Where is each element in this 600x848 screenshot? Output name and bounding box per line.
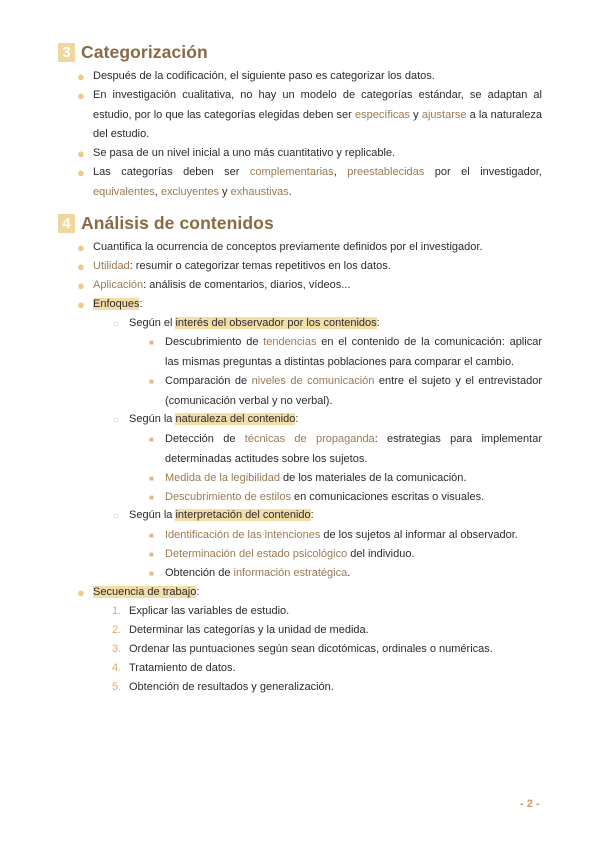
highlight-term: niveles de comunicación [251, 375, 375, 387]
square-bullet-icon: ■ [149, 531, 154, 540]
highlight-term: Aplicación [93, 279, 144, 291]
section-title: Categorización [81, 42, 208, 62]
step-number: 1. [112, 605, 122, 617]
highlight-term: complementarias [249, 166, 334, 178]
highlight-term: Determinación del estado psicológico [165, 548, 348, 560]
square-bullet-icon: ■ [149, 493, 154, 502]
square-bullet-icon: ■ [149, 435, 154, 444]
list-item: Se pasa de un nivel inicial a uno más cuantitativo y replicable. [93, 147, 396, 159]
highlight-term: Medida de la legibilidad [165, 472, 280, 484]
sub-sub-list-item: Identificación de las intenciones de los sujetos al informar al observador. [165, 529, 518, 541]
sub-sub-list-item: Descubrimiento de tendencias en el contenido de la comunicación: aplicar las mismas preguntas a distintas poblaciones para comparar el cambio. [165, 336, 542, 368]
step-item: Ordenar las puntuaciones según sean dicotómicas, ordinales o numéricas. [129, 643, 493, 655]
circle-bullet-icon: ○ [113, 319, 120, 330]
section-heading-analisis [58, 213, 274, 234]
sub-sub-list-item: Detección de técnicas de propaganda: estrategias para implementar determinadas actitudes sobre los sujetos. [165, 433, 542, 465]
step-item: Determinar las categorías y la unidad de medida. [129, 624, 369, 636]
bullet-icon: ● [77, 88, 85, 103]
sub-sub-list-item: Obtención de información estratégica. [165, 567, 351, 579]
sub-sub-list-item: Descubrimiento de estilos en comunicaciones escritas o visuales. [165, 491, 485, 503]
highlight-term: excluyentes [160, 185, 219, 198]
sub-sub-list-item: Medida de la legibilidad de los materiales de la comunicación. [165, 472, 467, 484]
bullet-icon: ● [77, 585, 85, 600]
marked-term: interpretación del contenido [175, 509, 311, 521]
sub-list-item: Según el interés del observador por los contenidos: [129, 317, 380, 329]
list-item: Aplicación: análisis de comentarios, diarios, vídeos... [93, 279, 351, 291]
step-number: 5. [112, 681, 122, 693]
list-item: Las categorías deben ser complementarias, preestablecidas por el investigador, equivalentes, excluyentes y exhaustivas. [93, 166, 542, 198]
square-bullet-icon: ■ [149, 338, 154, 347]
bullet-icon: ● [77, 146, 85, 161]
list-item: Secuencia de trabajo: [93, 586, 200, 598]
marked-term: Secuencia de trabajo [93, 586, 197, 598]
section-heading-categorizacion [58, 42, 208, 63]
marked-term: interés del observador por los contenidos [175, 317, 377, 329]
sub-list-item: Según la interpretación del contenido: [129, 509, 314, 521]
square-bullet-icon: ■ [149, 377, 154, 386]
step-item: Tratamiento de datos. [129, 662, 236, 674]
marked-term: naturaleza del contenido [175, 413, 296, 425]
list-item: En investigación cualitativa, no hay un modelo de categorías estándar, se adaptan al estudio, por lo que las categorías elegidas deben ser específicas y ajustarse a la naturaleza del estudio. [93, 89, 542, 140]
highlight-term: información estratégica [233, 567, 348, 579]
bullet-icon: ● [77, 297, 85, 312]
highlight-term: tendencias [263, 336, 317, 348]
sub-list-item: Según la naturaleza del contenido: [129, 413, 299, 425]
step-number: 2. [112, 624, 122, 636]
sub-sub-list-item: Comparación de niveles de comunicación entre el sujeto y el entrevistador (comunicación verbal y no verbal). [165, 375, 542, 407]
sub-sub-list-item: Determinación del estado psicológico del individuo. [165, 548, 415, 560]
square-bullet-icon: ■ [149, 569, 154, 578]
highlight-term: equivalentes [93, 185, 155, 198]
square-bullet-icon: ■ [149, 550, 154, 559]
highlight-term: exhaustivas [230, 185, 289, 198]
bullet-icon: ● [77, 69, 85, 84]
step-item: Obtención de resultados y generalización. [129, 681, 334, 693]
highlight-term: preestablecidas [347, 166, 425, 178]
circle-bullet-icon: ○ [113, 511, 120, 522]
bullet-icon: ● [77, 278, 85, 293]
bullet-icon: ● [77, 165, 85, 180]
bullet-icon: ● [77, 240, 85, 255]
list-item: Utilidad: resumir o categorizar temas repetitivos en los datos. [93, 260, 391, 272]
square-bullet-icon: ■ [149, 474, 154, 483]
step-number: 3. [112, 643, 122, 655]
marked-term: Enfoques [93, 298, 140, 310]
highlight-term: Utilidad [93, 260, 130, 272]
bullet-icon: ● [77, 259, 85, 274]
section-title: Análisis de contenidos [81, 213, 274, 233]
page-number: - 2 - [520, 798, 540, 810]
highlight-term: Descubrimiento de estilos [165, 491, 291, 503]
list-item: Enfoques: [93, 298, 143, 310]
section-number: 4 [58, 214, 75, 233]
step-item: Explicar las variables de estudio. [129, 605, 290, 617]
list-item: Cuantifica la ocurrencia de conceptos previamente definidos por el investigador. [93, 241, 483, 253]
highlight-term: Identificación de las intenciones [165, 529, 321, 541]
circle-bullet-icon: ○ [113, 415, 120, 426]
list-item: Después de la codificación, el siguiente paso es categorizar los datos. [93, 70, 435, 82]
highlight-term: específicas [355, 108, 411, 121]
highlight-term: técnicas de propaganda [244, 433, 375, 445]
highlight-term: ajustarse [421, 108, 467, 121]
section-number: 3 [58, 43, 75, 62]
step-number: 4. [112, 662, 122, 674]
